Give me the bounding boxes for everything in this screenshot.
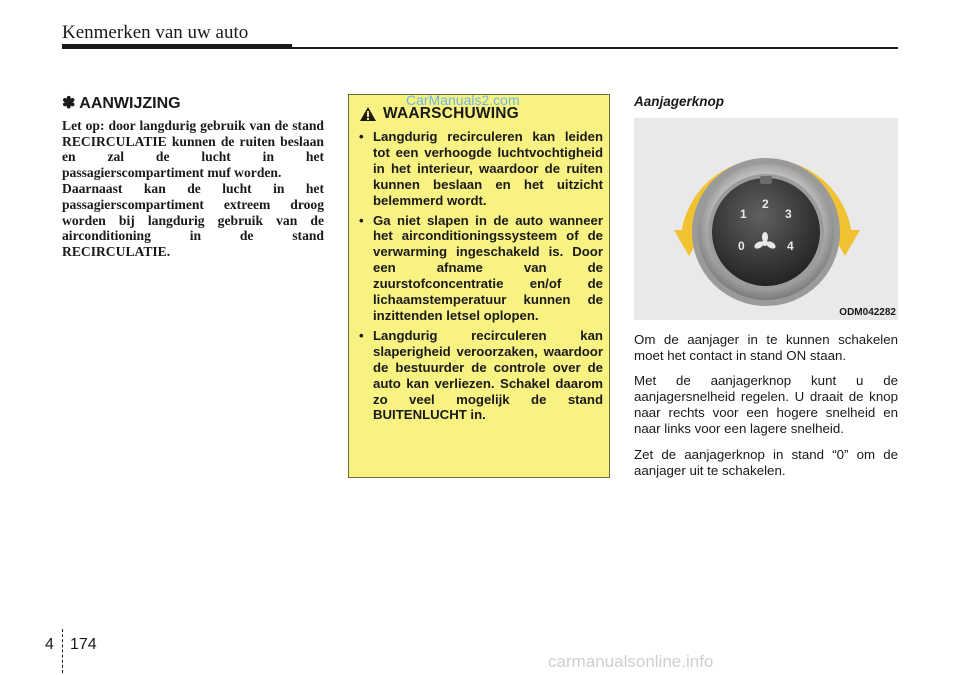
warning-item-1	[357, 129, 603, 209]
chapter-number: 4	[45, 636, 54, 653]
knob-number-3: 3	[785, 207, 792, 221]
knob-number-1: 1	[740, 207, 747, 221]
section-title: Aanjagerknop	[634, 94, 725, 109]
figure-code: ODM042282	[839, 307, 896, 318]
bullet: •	[359, 327, 364, 343]
warning-triangle-icon	[359, 106, 377, 122]
note-paragraph-2: Daarnaast kan de lucht in het passagierscompartiment extreem droog worden bij langdurig gebruik van de airconditioning in de stand RECIRCULATIE.	[62, 181, 324, 259]
warning-item-text: Langdurig recirculeren kan slaperigheid veroorzaken, waardoor de bestuurder de controle over de auto kan verliezen. Schakel daarom zo veel mogelijk de stand BUITENLUCHT in.	[373, 327, 603, 423]
paragraph-3: Zet de aanjagerknop in stand “0” om de aanjager uit te schakelen.	[634, 447, 898, 478]
note-heading: ✽ AANWIJZING	[62, 95, 181, 112]
bullet: •	[359, 212, 364, 228]
warning-item-3	[357, 328, 603, 423]
paragraph-1: Om de aanjager in te kunnen schakelen moet het contact in stand ON staan.	[634, 332, 898, 363]
knob-number-2: 2	[762, 197, 769, 211]
watermark-link[interactable]: CarManuals2.com	[406, 92, 520, 108]
blower-section	[634, 94, 898, 478]
footer-divider	[62, 629, 63, 673]
blower-knob-illustration	[634, 118, 898, 320]
warning-title: WAARSCHUWING	[383, 105, 519, 122]
warning-box	[348, 94, 610, 478]
warning-item-text: Langdurig recirculeren kan leiden tot een verhoogde luchtvochtigheid in het interieur, waardoor de ruiten kunnen beslaan en het uitzicht belemmerd wordt.	[373, 129, 603, 208]
bullet: •	[359, 129, 364, 144]
header-rule-thin	[292, 47, 898, 49]
page-number: 174	[70, 636, 97, 653]
note-paragraph-1: Let op: door langdurig gebruik van de stand RECIRCULATIE kunnen de ruiten beslaan en zal de lucht in het passagierscompartiment muf worden.	[62, 118, 324, 180]
note-section	[62, 93, 324, 259]
blower-knob-figure	[634, 118, 898, 320]
page-header-title: Kenmerken van uw auto	[62, 22, 249, 43]
warning-list	[357, 129, 603, 427]
watermark-bottom: carmanualsonline.info	[548, 652, 714, 671]
knob-number-0: 0	[738, 239, 745, 253]
knob-number-4: 4	[787, 239, 794, 253]
warning-item-2	[357, 213, 603, 324]
header-rule-thick	[62, 44, 292, 49]
paragraph-2: Met de aanjagerknop kunt u de aanjagersnelheid regelen. U draait de knop naar rechts voor een hogere snelheid en naar links voor een lagere snelheid.	[634, 373, 898, 436]
warning-item-text: Ga niet slapen in de auto wanneer het airconditioningssysteem of de verwarming ingeschakeld is. Door een afname van de zuurstofconcentratie en/of de lichaamstemperatuur kunnen de inzittenden letsel oplopen.	[373, 212, 603, 323]
